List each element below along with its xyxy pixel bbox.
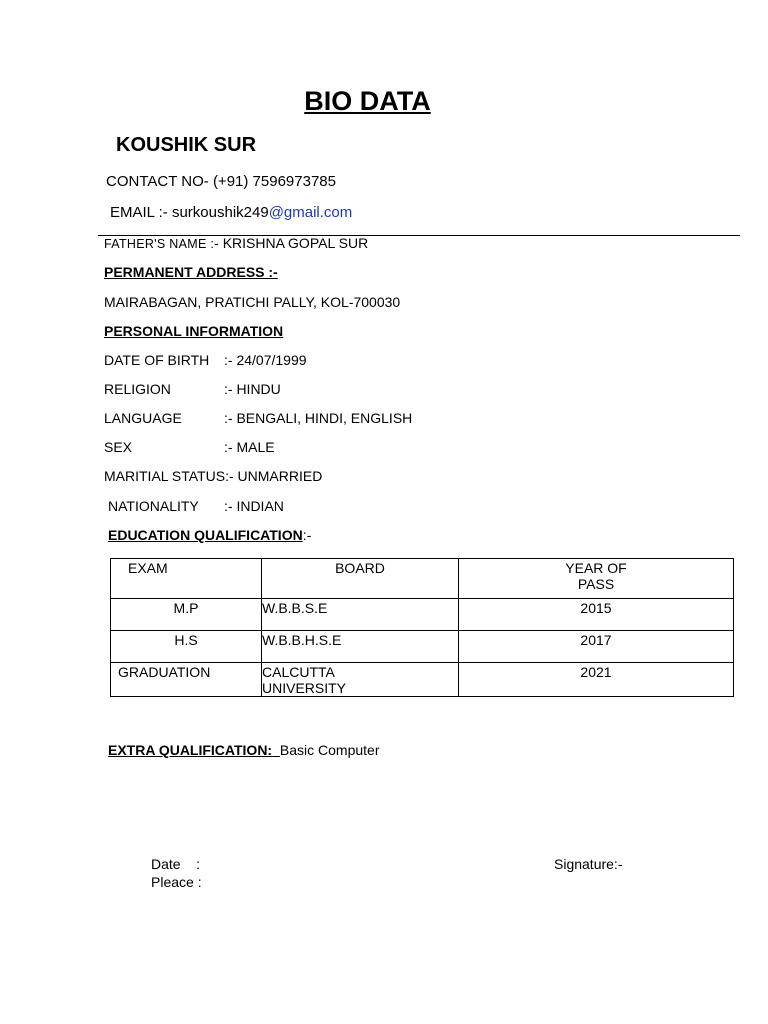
religion-value: :- HINDU	[224, 381, 281, 397]
extra-qualification-heading: EXTRA QUALIFICATION:	[108, 742, 273, 758]
marital-status: MARITIAL STATUS:- UNMARRIED	[104, 468, 323, 484]
board-cell-line2: UNIVERSITY	[262, 680, 347, 696]
exam-cell: M.P	[111, 599, 262, 631]
sex-value: :- MALE	[224, 439, 275, 455]
father-name-line	[104, 235, 368, 253]
father-name-value: - KRISHNA GOPAL SUR	[214, 235, 369, 251]
dob-label: DATE OF BIRTH	[104, 352, 210, 368]
signature-field: Signature:-	[554, 856, 623, 872]
exam-cell: H.S	[111, 631, 262, 663]
year-cell: 2017	[459, 631, 734, 663]
education-heading-line	[108, 527, 311, 543]
header-year	[459, 559, 734, 599]
table-header-row	[111, 559, 734, 599]
exam-cell: GRADUATION	[111, 663, 262, 697]
education-table	[110, 558, 734, 697]
nationality-value: :- INDIAN	[224, 498, 284, 514]
board-cell-line1: CALCUTTA	[262, 664, 335, 680]
personal-information-heading: PERSONAL INFORMATION	[104, 323, 284, 339]
board-cell: W.B.B.H.S.E	[262, 631, 459, 663]
religion-label: RELIGION	[104, 381, 171, 397]
board-cell: W.B.B.S.E	[262, 599, 459, 631]
table-row	[111, 663, 734, 697]
year-cell: 2015	[459, 599, 734, 631]
education-heading: EDUCATION QUALIFICATION	[108, 527, 303, 543]
document-title: BIO DATA	[304, 86, 431, 116]
father-name-label: FATHER'S NAME :	[104, 237, 215, 251]
dob-value: :- 24/07/1999	[224, 352, 307, 368]
language-row	[104, 410, 504, 426]
date-field: Date :	[151, 856, 201, 872]
email-line	[110, 204, 352, 221]
header-exam: EXAM	[111, 559, 262, 599]
email-label: EMAIL :- surkoushik249	[110, 204, 269, 221]
religion-row	[104, 381, 504, 397]
place-field: Pleace :	[151, 874, 202, 890]
contact-number: CONTACT NO- (+91) 7596973785	[106, 173, 336, 190]
extra-qualification-line	[108, 742, 379, 758]
nationality-label: NATIONALITY	[108, 498, 199, 514]
board-cell	[262, 663, 459, 697]
table-row	[111, 631, 734, 663]
permanent-address-heading: PERMANENT ADDRESS :-	[104, 264, 278, 280]
nationality-row	[108, 498, 508, 514]
sex-row	[104, 439, 504, 455]
year-cell: 2021	[459, 663, 734, 697]
language-value: :- BENGALI, HINDI, ENGLISH	[224, 410, 413, 426]
language-label: LANGUAGE	[104, 410, 182, 426]
email-domain-link[interactable]: @gmail.com	[268, 204, 353, 221]
header-year-line1: YEAR OF	[565, 560, 627, 576]
permanent-address-value: MAIRABAGAN, PRATICHI PALLY, KOL-700030	[104, 294, 401, 310]
sex-label: SEX	[104, 439, 133, 455]
header-board: BOARD	[262, 559, 459, 599]
extra-qualification-value: Basic Computer	[279, 742, 380, 758]
applicant-name: KOUSHIK SUR	[116, 134, 257, 156]
header-year-line2: PASS	[577, 576, 615, 592]
table-row	[111, 599, 734, 631]
education-heading-suffix: :-	[302, 527, 312, 543]
dob-row	[104, 352, 504, 368]
